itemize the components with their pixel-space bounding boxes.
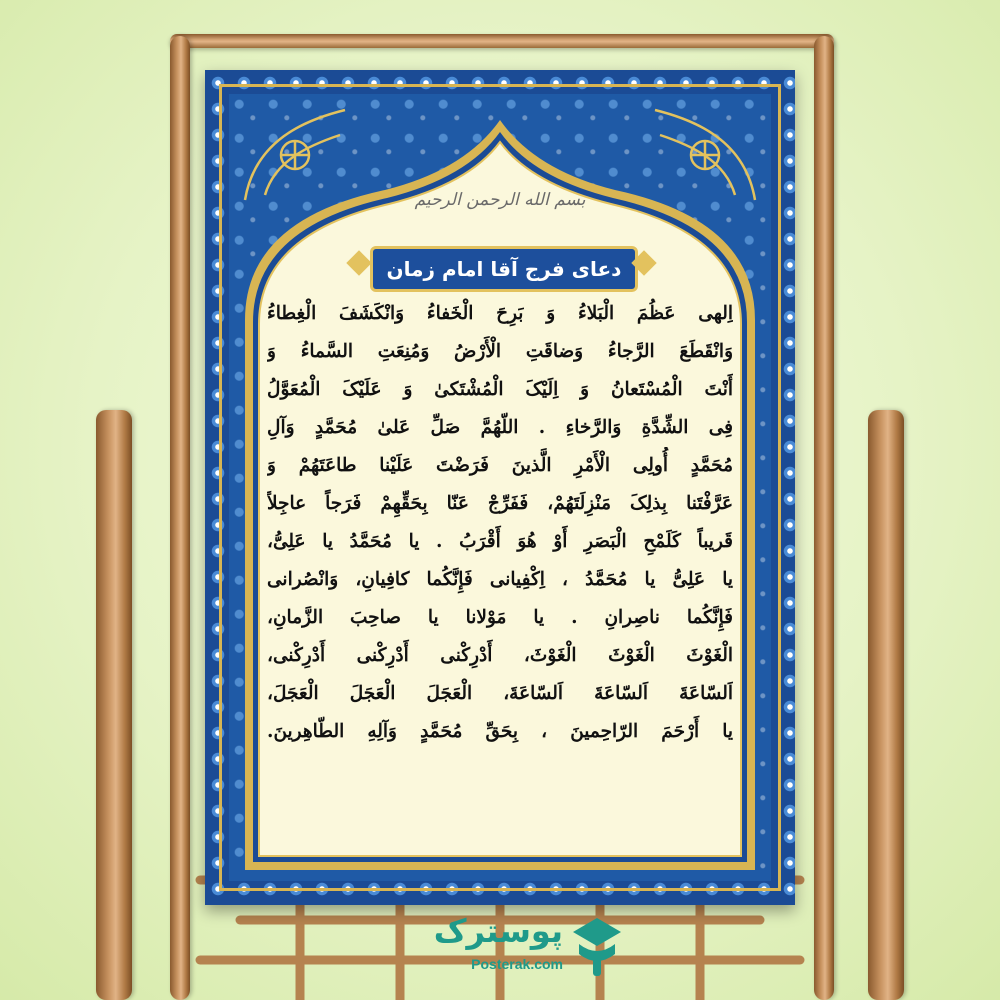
- prayer-banner: [205, 70, 795, 905]
- prayer-line: یا عَلِیُّ یا مُحَمَّدُ ، اِکْفِیانی فَإِنَّکُما کافِیانِ، وَانْصُرانی: [267, 569, 733, 590]
- prayer-line: قَریباً کَلَمْحِ الْبَصَرِ أَوْ هُوَ أَقْرَبُ . یا مُحَمَّدُ یا عَلِیُّ،: [267, 531, 733, 552]
- logo-url: Posterak.com: [471, 956, 563, 972]
- stand-left-outer-post: [96, 410, 132, 1000]
- prayer-line: یا أَرْحَمَ الرّاحِمینَ ، بِحَقِّ مُحَمَّدٍ وَآلِهِ الطّاهِرینَ.: [267, 721, 733, 742]
- prayer-line: اِلهی عَظُمَ الْبَلاءُ وَ بَرِحَ الْخَفاءُ وَانْکَشَفَ الْغِطاءُ: [267, 303, 733, 324]
- prayer-line: فِی الشِّدَّةِ وَالرَّخاءِ . اللّهُمَّ صَلِّ عَلیٰ مُحَمَّدٍ وَآلِ: [267, 417, 733, 438]
- basmala-calligraphy: بسم الله الرحمن الرحیم: [414, 190, 586, 210]
- stand-top-bar: [170, 34, 834, 48]
- logo-mark-icon: [569, 914, 625, 978]
- prayer-line: مُحَمَّدٍ أُولِی الْأَمْرِ الَّذینَ فَرَضْتَ عَلَیْنا طاعَتَهُمْ وَ: [267, 455, 733, 476]
- prayer-line: اَلسّاعَةَ اَلسّاعَةَ اَلسّاعَةَ، الْعَجَلَ الْعَجَلَ الْعَجَلَ،: [267, 683, 733, 704]
- poster-title: دعای فرج آقا امام زمان: [370, 246, 638, 292]
- prayer-line: فَإِنَّکُما ناصِرانِ . یا مَوْلانا یا صاحِبَ الزَّمانِ،: [267, 607, 733, 628]
- posterak-logo[interactable]: [395, 908, 625, 988]
- prayer-line: عَرَّفْتَنا بِذلِکَ مَنْزِلَتَهُمْ، فَفَرِّجْ عَنّا بِحَقِّهِمْ فَرَجاً عاجِلاً: [267, 493, 733, 514]
- prayer-line: أَنْتَ الْمُسْتَعانُ وَ اِلَیْکَ الْمُشْتَکیٰ وَ عَلَیْکَ الْمُعَوَّلُ: [267, 379, 733, 400]
- stand-right-outer-post: [868, 410, 904, 1000]
- prayer-line: وَانْقَطَعَ الرَّجاءُ وَضاقَتِ الْأَرْضُ وَمُنِعَتِ السَّماءُ وَ: [267, 341, 733, 362]
- prayer-text: [267, 295, 733, 751]
- logo-wordmark: پوسترک: [433, 912, 563, 950]
- prayer-line: الْغَوْثَ الْغَوْثَ الْغَوْثَ، أَدْرِکْنی أَدْرِکْنی أَدْرِکْنی،: [267, 645, 733, 666]
